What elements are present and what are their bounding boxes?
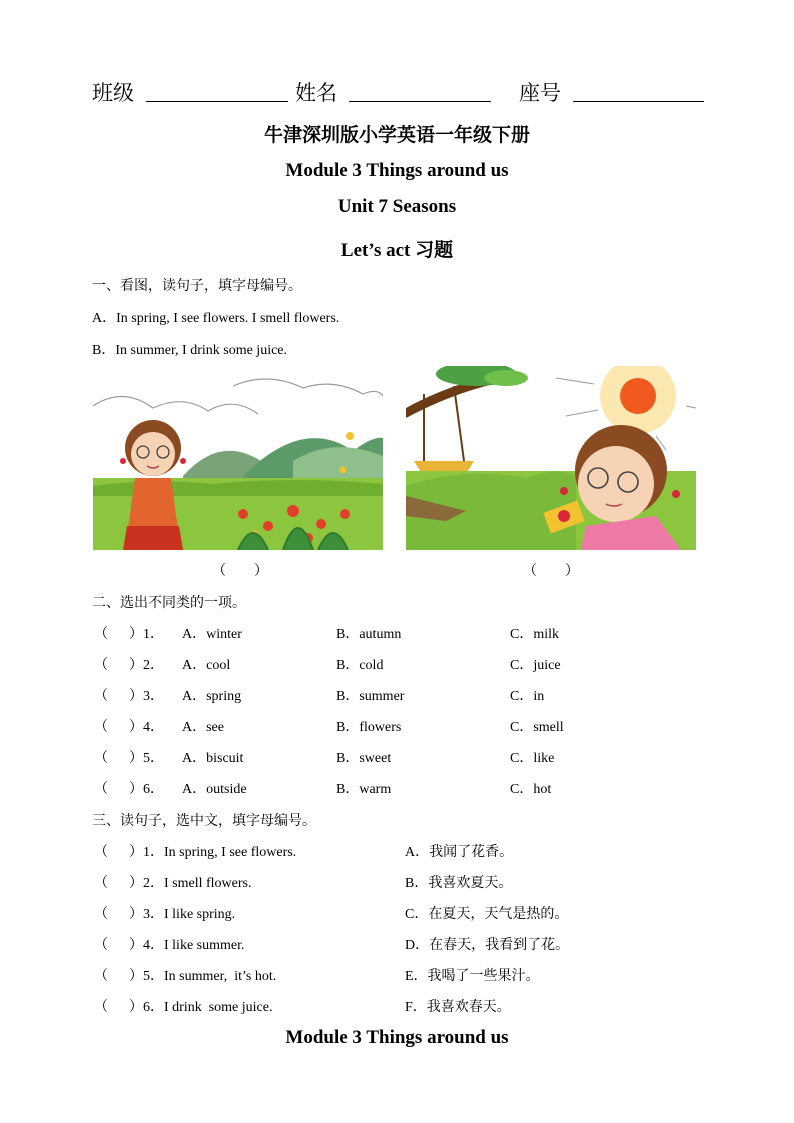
chinese-option: A．我闻了花香。 [405,845,514,860]
picture1-answer-blank[interactable]: （ ） [212,564,268,579]
section2-item-1 [0,623,794,643]
sentence: 5．In summer, it’s hot. [143,969,277,984]
option-a: A．outside [182,782,247,797]
section2-item-4 [0,716,794,736]
section2-item-3 [0,685,794,705]
option-c: C．juice [510,658,561,673]
section2-item-6 [0,778,794,798]
option-a: A．winter [182,627,242,642]
seat-blank[interactable] [573,101,704,102]
option-c: C．in [510,689,545,704]
option-c: C．hot [510,782,552,797]
chinese-option: B．我喜欢夏天。 [405,876,513,891]
option-c: C．smell [510,720,564,735]
chinese-option: F．我喜欢春天。 [405,1000,511,1015]
footer-module-title: Module 3 Things around us [285,1027,509,1048]
unit-title: Unit 7 Seasons [337,196,457,217]
section3-heading: 三、读句子，选中文，填字母编号。 [92,814,316,829]
answer-blank[interactable]: （ ） [94,907,143,922]
answer-blank[interactable]: （ ） [94,1000,143,1015]
option-c: C．like [510,751,555,766]
class-blank[interactable] [146,101,288,102]
sentence: 6．I drink some juice. [143,1000,273,1015]
answer-blank[interactable]: （ ） [94,720,143,735]
answer-blank[interactable]: （ ） [94,938,143,953]
chinese-option: D．在春天，我看到了花。 [405,938,570,953]
item-number: 4． [143,720,164,735]
option-a: A．spring [182,689,242,704]
section3-item-2 [0,872,794,892]
option-c: C．milk [510,627,560,642]
sentence: 1．In spring, I see flowers. [143,845,297,860]
answer-blank[interactable]: （ ） [94,845,143,860]
sentence: 3．I like spring. [143,907,236,922]
section3-item-1 [0,841,794,861]
answer-blank[interactable]: （ ） [94,876,143,891]
item-number: 1． [143,627,164,642]
option-b: B．cold [336,658,384,673]
book-title: 牛津深圳版小学英语一年级下册 [263,125,530,146]
option-a: A．biscuit [182,751,244,766]
answer-blank[interactable]: （ ） [94,689,143,704]
answer-blank[interactable]: （ ） [94,782,143,797]
spring-picture [93,366,383,550]
answer-blank[interactable]: （ ） [94,627,143,642]
section1-heading: 一、看图，读句子，填字母编号。 [92,279,302,294]
chinese-option: E．我喝了一些果汁。 [405,969,540,984]
sentence: 4．I like summer. [143,938,245,953]
answer-blank[interactable]: （ ） [94,969,143,984]
option-b: B．warm [336,782,392,797]
section3-item-4 [0,934,794,954]
item-number: 5． [143,751,164,766]
section2-item-5 [0,747,794,767]
option-a: A．see [182,720,224,735]
item-number: 3． [143,689,164,704]
section3-item-3 [0,903,794,923]
answer-blank[interactable]: （ ） [94,658,143,673]
picture2-answer-blank[interactable]: （ ） [523,564,579,579]
summer-picture [406,366,696,550]
item-number: 2． [143,658,164,673]
lesson-title: Let’s act 习题 [340,240,454,261]
seat-label: 座号 [519,81,561,105]
option-b: B．flowers [336,720,402,735]
section3-item-6 [0,996,794,1016]
item-number: 6． [143,782,164,797]
answer-blank[interactable]: （ ） [94,751,143,766]
name-label: 姓名 [295,81,337,105]
sentence: 2．I smell flowers. [143,876,252,891]
option-b: B．sweet [336,751,392,766]
name-blank[interactable] [349,101,491,102]
option-b: B．summer [336,689,405,704]
section3-item-5 [0,965,794,985]
module-title: Module 3 Things around us [285,160,509,181]
section2-heading: 二、选出不同类的一项。 [92,596,246,611]
section2-item-2 [0,654,794,674]
class-label: 班级 [92,81,134,105]
section1-option-a: A．In spring, I see flowers. I smell flowers. [92,311,340,326]
chinese-option: C．在夏天，天气是热的。 [405,907,569,922]
option-b: B．autumn [336,627,402,642]
section1-option-b: B．In summer, I drink some juice. [92,343,288,358]
option-a: A．cool [182,658,231,673]
